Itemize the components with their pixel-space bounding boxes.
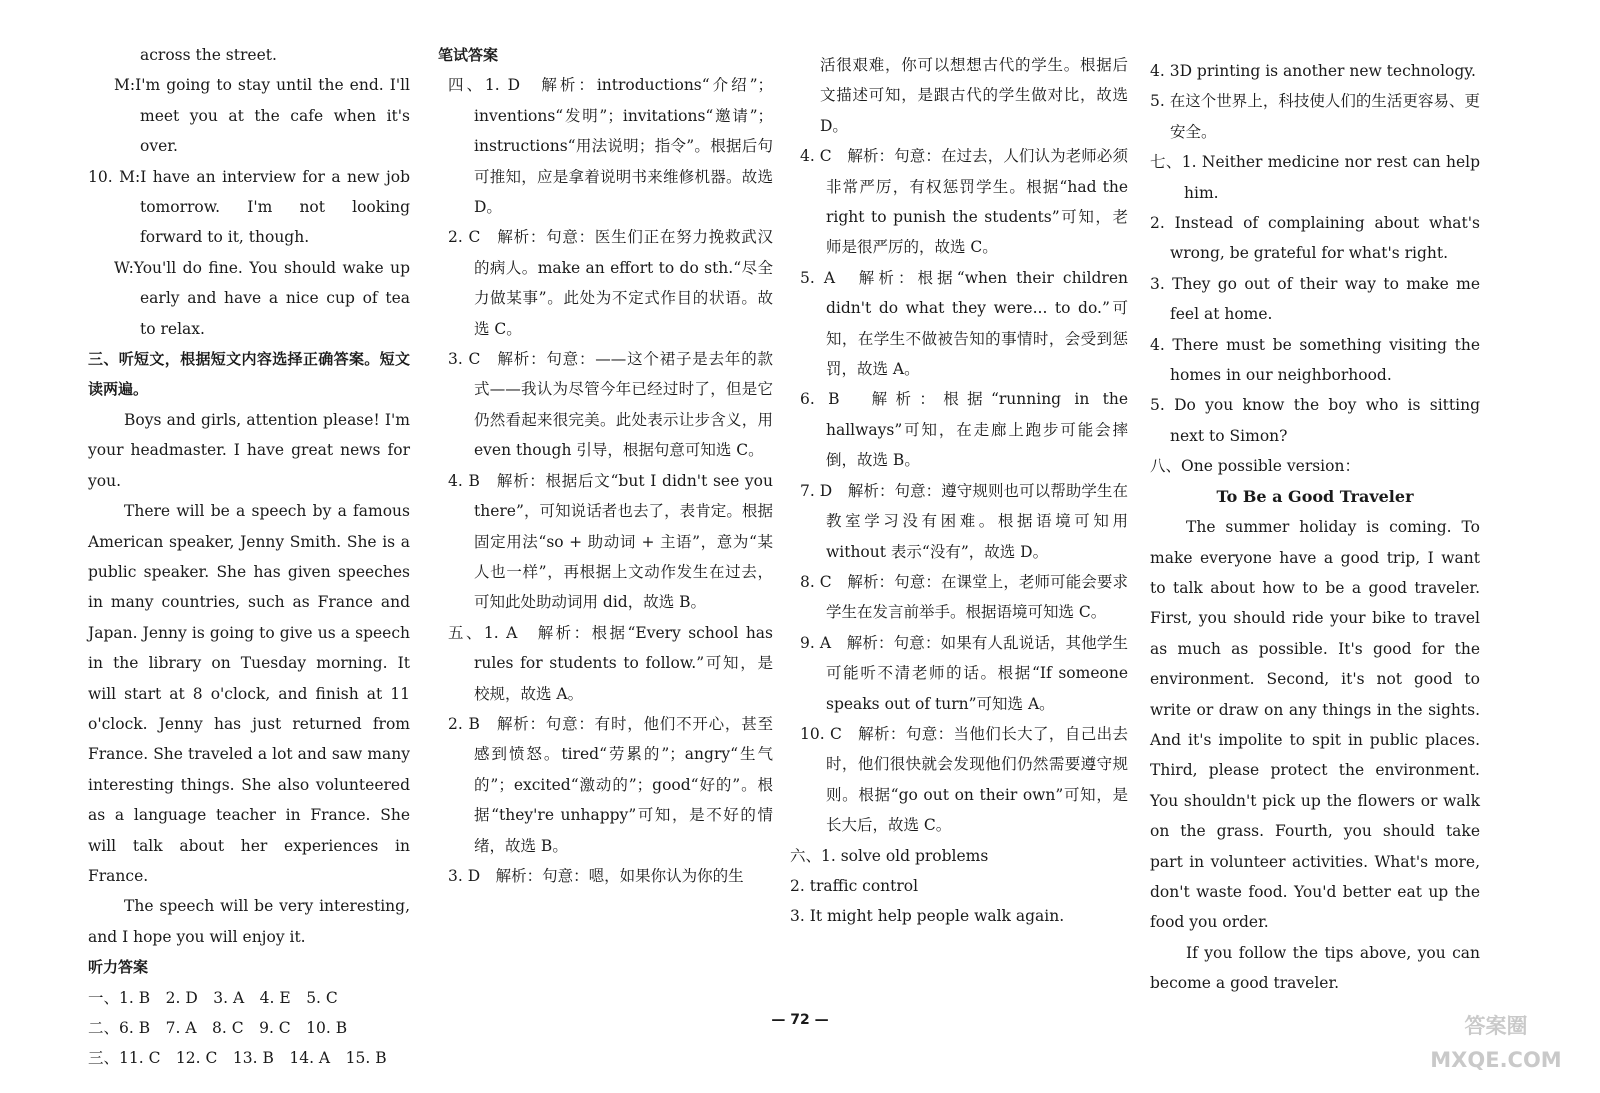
answer-explanation: 4. B 解析：根据后文“but I didn't see you there”，可知说话者也去了，表肯定。根据固定用法“so + 助动词 + 主语”，意为“某人也一样”，再根据上文动作发生在过去，可知此处助动词用 did，故选 B。: [448, 471, 773, 612]
passage-paragraph: The speech will be very interesting, and I hope you will enjoy it.: [88, 897, 410, 946]
answer-explanation: 4. C 解析：句意：在过去，人们认为老师必须非常严厉，有权惩罚学生。根据“had the right to punish the students”可知，老师是很严厉的，故选 C。: [800, 147, 1128, 257]
answer-line: 3. They go out of their way to make me feel at home.: [1150, 274, 1480, 324]
column-2: [438, 40, 773, 891]
answer-explanation: 9. A 解析：句意：如果有人乱说话，其他学生可能听不清老师的话。根据“If someone speaks out of turn”可知选 A。: [800, 633, 1128, 713]
answer-line: 4. 3D printing is another new technology.: [1150, 62, 1476, 80]
answer-explanation: 5. A 解析：根据“when their children didn't do what they were... to do.”可知，在学生不做被告知的事情时，会受到惩罚，故选 A。: [800, 268, 1128, 379]
answer-explanation: 8. C 解析：句意：在课堂上，老师可能会要求学生在发言前举手。根据语境可知选 C。: [800, 572, 1128, 622]
answer-line: 六、1. solve old problems: [790, 846, 989, 865]
answer-line: 5. 在这个世界上，科技使人们的生活更容易、更安全。: [1150, 92, 1480, 141]
answer-line: 七、1. Neither medicine nor rest can help him.: [1150, 153, 1480, 202]
essay-paragraph: If you follow the tips above, you can become a good traveler.: [1150, 943, 1480, 993]
dialogue-line: 10. M:I have an interview for a new job tomorrow. I'm not looking forward to it, though.: [88, 167, 410, 247]
essay-paragraph: The summer holiday is coming. To make everyone have a good trip, I want to talk about how to be a good traveler. First, you should ride your bike to travel as much as possible. It's good for the environment. Second, it's not good to write or draw on any things in the sights. And it's impolite to spit in public places. Third, please protect the environment. You shouldn't pick up the flowers or walk on the grass. Fourth, you should take part in volunteer activities. What's more, don't waste food. You'd better eat up the food you order.: [1150, 518, 1480, 932]
passage-paragraph: Boys and girls, attention please! I'm your headmaster. I have great news for you.: [88, 410, 410, 490]
answer-explanation: 3. D 解析：句意：嗯，如果你认为你的生: [448, 866, 744, 885]
watermark-text-1: 答案圈: [1464, 1014, 1528, 1038]
section-heading: 八、One possible version：: [1150, 457, 1360, 476]
dialogue-line: M:I'm going to stay until the end. I'll meet you at the cafe when it's over.: [114, 76, 410, 156]
answer-line: 4. There must be something visiting the homes in our neighborhood.: [1150, 335, 1480, 385]
section-heading: 听力答案: [88, 958, 149, 977]
answer-line: 2. traffic control: [790, 876, 919, 895]
watermark-logo: [1422, 1001, 1572, 1079]
passage-paragraph: There will be a speech by a famous American speaker, Jenny Smith. She is a public speaker. She has given speeches in many countries, such as France and Japan. Jenny is going to give us a speech in the library on Tuesday morning. It will start at 8 o'clock, and finish at 11 o'clock. Jenny has just returned from France. She traveled a lot and saw many interesting things. She also volunteered as a language teacher in France. She will talk about her experiences in France.: [88, 502, 410, 885]
answer-line: 2. Instead of complaining about what's wrong, be grateful for what's right.: [1150, 214, 1480, 263]
column-4: [1150, 56, 1480, 999]
answer-explanation: 四、1. D 解析：introductions“介绍”；inventions“发明”；invitations“邀请”；instructions“用法说明；指令”。根据后句可推知，应是拿着说明书来维修机器。故选 D。: [448, 76, 773, 217]
column-1: [88, 40, 410, 1074]
section-heading: 笔试答案: [438, 46, 499, 64]
answer-explanation: 10. C 解析：句意：当他们长大了，自己出去时，他们很快就会发现他们仍然需要遵守规则。根据“go out on their own”可知，是长大后，故选 C。: [800, 724, 1128, 835]
answer-explanation: 2. C 解析：句意：医生们正在努力挽救武汉的病人。make an effort to do sth.“尽全力做某事”。此处为不定式作目的状语。故选 C。: [448, 228, 773, 338]
answer-line: 二、6. B 7. A 8. C 9. C 10. B: [88, 1019, 348, 1037]
watermark-text-2: MXQE.COM: [1430, 1048, 1562, 1072]
answer-explanation: 2. B 解析：句意：有时，他们不开心，甚至感到愤怒。tired“劳累的”；angry“生气的”；excited“激动的”；good“好的”。根据“they're unhappy”可知，是不好的情绪，故选 B。: [448, 714, 773, 855]
answer-explanation: 7. D 解析：句意：遵守规则也可以帮助学生在教室学习没有困难。根据语境可知用 without 表示“没有”，故选 D。: [800, 481, 1128, 561]
dialogue-line: W:You'll do fine. You should wake up early and have a nice cup of tea to relax.: [114, 258, 410, 338]
answer-explanation: 五、1. A 解析：根据“Every school has rules for students to follow.”可知，是校规，故选 A。: [448, 623, 773, 703]
answer-line: 一、1. B 2. D 3. A 4. E 5. C: [88, 988, 338, 1007]
essay-title: To Be a Good Traveler: [1216, 486, 1414, 506]
answer-line: 三、11. C 12. C 13. B 14. A 15. B: [88, 1049, 387, 1068]
page-number: — 72 —: [771, 1012, 829, 1028]
answer-explanation: 活很艰难，你可以想想古代的学生。根据后文描述可知，是跟古代的学生做对比，故选 D。: [820, 56, 1128, 135]
answer-explanation: 6. B 解析：根据“running in the hallways”可知，在走廊上跑步可能会摔倒，故选 B。: [800, 390, 1128, 470]
section-heading: 三、听短文，根据短文内容选择正确答案。短文读两遍。: [88, 350, 410, 399]
answer-line: 3. It might help people walk again.: [790, 907, 1065, 926]
column-3: [790, 50, 1128, 932]
answer-explanation: 3. C 解析：句意：——这个裙子是去年的款式——我认为尽管今年已经过时了，但是它仍然看起来很完美。此处表示让步含义，用 even though 引导，根据句意可知选 C。: [448, 350, 773, 460]
answer-line: 5. Do you know the boy who is sitting next to Simon?: [1150, 396, 1480, 445]
dialogue-line: across the street.: [140, 46, 277, 64]
